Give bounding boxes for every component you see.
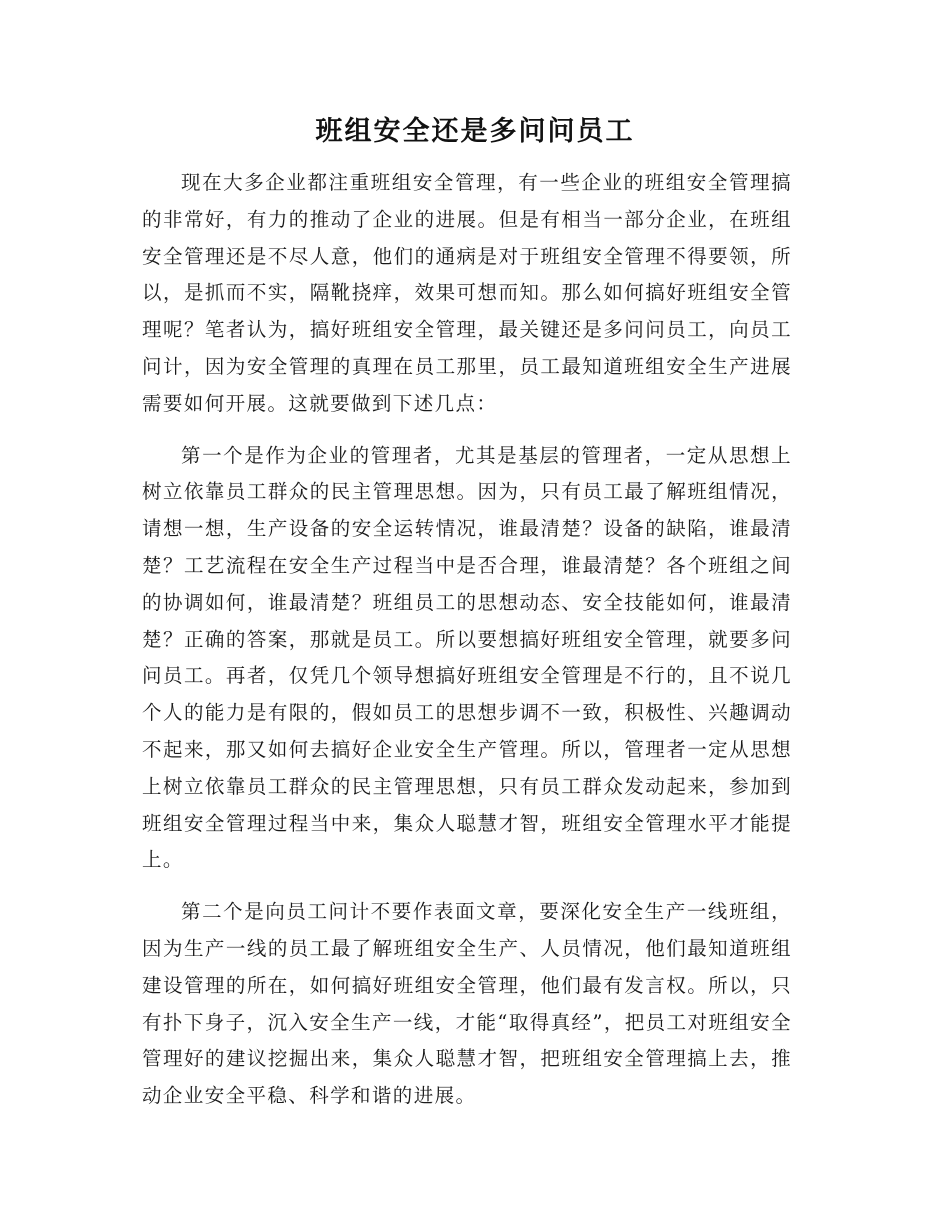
document-title: 班组安全还是多问问员工 (315, 116, 635, 147)
paragraph-point-one: 第一个是作为企业的管理者，尤其是基层的管理者，一定从思想上树立依靠员工群众的民主管理思想。因为，只有员工最了解班组情况，请想一想，生产设备的安全运转情况，谁最清楚？设备的缺陷，谁最清楚？工艺流程在安全生产过程当中是否合理，谁最清楚？各个班组之间的协调如何，谁最清楚？班组员工的思想动态、安全技能如何，谁最清楚？正确的答案，那就是员工。所以要想搞好班组安全管理，就要多问问员工。再者，仅凭几个领导想搞好班组安全管理是不行的，且不说几个人的能力是有限的，假如员工的思想步调不一致，积极性、兴趣调动不起来，那又如何去搞好企业安全生产管理。所以，管理者一定从思想上树立依靠员工群众的民主管理思想，只有员工群众发动起来，参加到班组安全管理过程当中来，集众人聪慧才智，班组安全管理水平才能提上。 (142, 443, 792, 872)
paragraph-point-two: 第二个是向员工问计不要作表面文章，要深化安全生产一线班组，因为生产一线的员工最了解班组安全生产、人员情况，他们最知道班组建设管理的所在，如何搞好班组安全管理，他们最有发言权。所以，只有扑下身子，沉入安全生产一线，才能“取得真经”，把员工对班组安全管理好的建议挖掘出来，集众人聪慧才智，把班组安全管理搞上去，推动企业安全平稳、科学和谐的进展。 (142, 900, 792, 1108)
paragraph-intro: 现在大多企业都注重班组安全管理，有一些企业的班组安全管理搞的非常好，有力的推动了企业的进展。但是有相当一部分企业，在班组安全管理还是不尽人意，他们的通病是对于班组安全管理不得要领，所以，是抓而不实，隔靴挠痒，效果可想而知。那么如何搞好班组安全管理呢？笔者认为，搞好班组安全管理，最关键还是多问问员工，向员工问计，因为安全管理的真理在员工那里，员工最知道班组安全生产进展需要如何开展。这就要做到下述几点： (142, 171, 792, 415)
document-body (142, 165, 792, 1130)
